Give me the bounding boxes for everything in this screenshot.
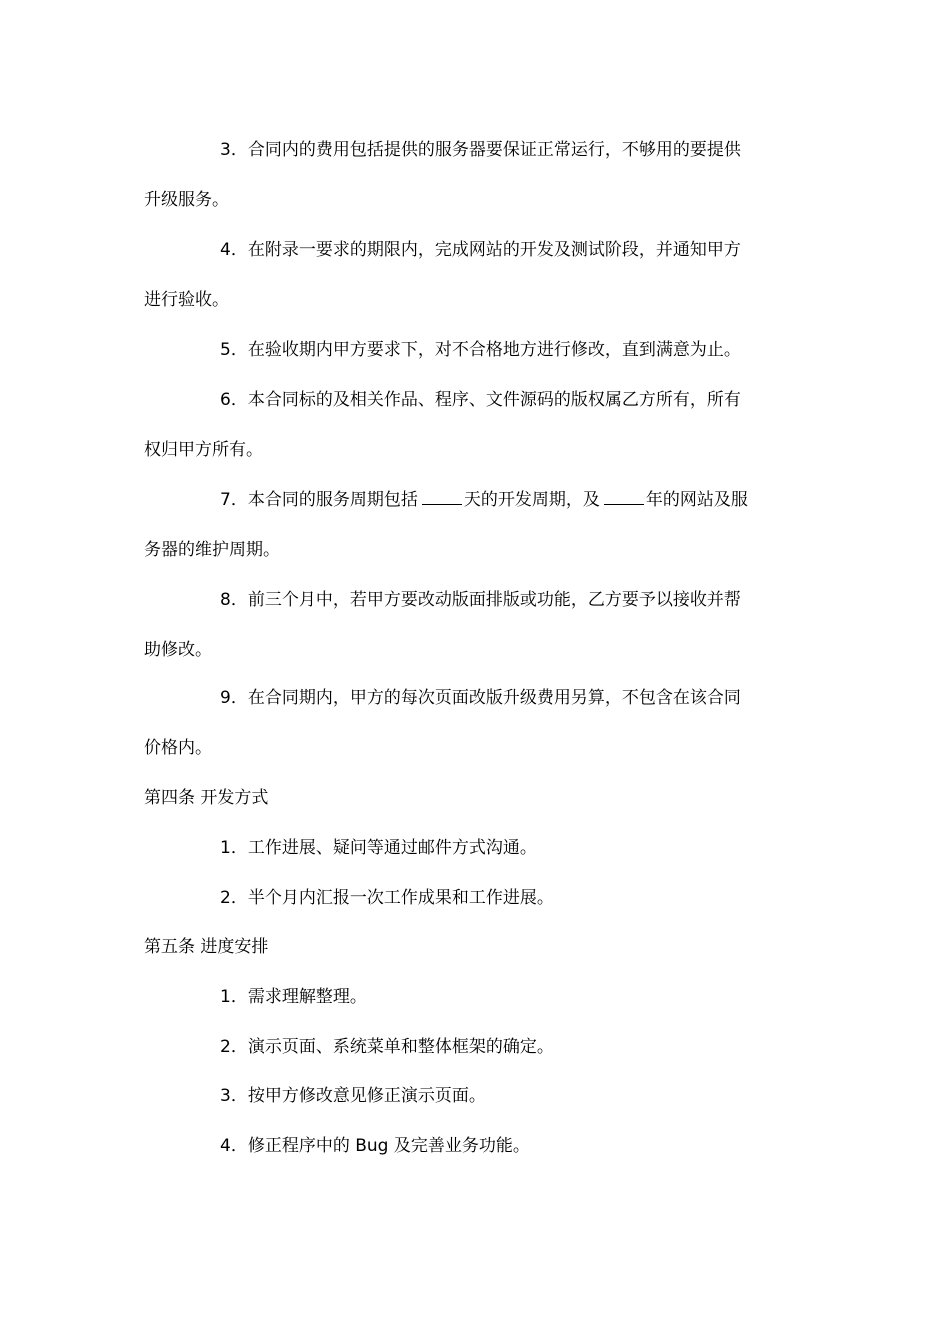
clause-7-line-2: 务器的维护周期。 [144,540,280,560]
clause-5-line-1: 5．在验收期内甲方要求下，对不合格地方进行修改，直到满意为止。 [220,340,741,360]
clause-8-line-2: 助修改。 [144,640,212,660]
article-4-item-2: 2．半个月内汇报一次工作成果和工作进展。 [220,888,554,908]
article-4-item-1: 1．工作进展、疑问等通过邮件方式沟通。 [220,838,537,858]
article-5-item-2: 2．演示页面、系统菜单和整体框架的确定。 [220,1037,554,1057]
article-5-item-3: 3．按甲方修改意见修正演示页面。 [220,1086,486,1106]
clause-7-text-part-1: 7．本合同的服务周期包括 [220,490,418,510]
clause-6-line-2: 权归甲方所有。 [144,440,263,460]
clause-9-line-1: 9．在合同期内，甲方的每次页面改版升级费用另算，不包含在该合同 [220,688,741,708]
clause-8-line-1: 8．前三个月中，若甲方要改动版面排版或功能，乙方要予以接收并帮 [220,590,741,610]
clause-4-line-1: 4．在附录一要求的期限内，完成网站的开发及测试阶段，并通知甲方 [220,240,741,260]
article-5-item-1: 1．需求理解整理。 [220,987,367,1007]
clause-3-line-1: 3．合同内的费用包括提供的服务器要保证正常运行，不够用的要提供 [220,140,741,160]
clause-6-line-1: 6．本合同标的及相关作品、程序、文件源码的版权属乙方所有，所有 [220,390,741,410]
article-5-heading: 第五条 进度安排 [144,937,269,957]
clause-9-line-2: 价格内。 [144,738,212,758]
clause-3-line-2: 升级服务。 [144,190,229,210]
clause-7-line-1 [220,488,748,512]
clause-7-text-part-3: 年的网站及服 [645,490,748,510]
article-4-heading: 第四条 开发方式 [144,788,269,808]
clause-7-text-part-2: 天的开发周期，及 [463,490,600,510]
article-5-item-4: 4．修正程序中的 Bug 及完善业务功能。 [220,1136,530,1156]
development-days-blank [422,488,462,505]
clause-4-line-2: 进行验收。 [144,290,229,310]
maintenance-years-blank [604,488,644,505]
